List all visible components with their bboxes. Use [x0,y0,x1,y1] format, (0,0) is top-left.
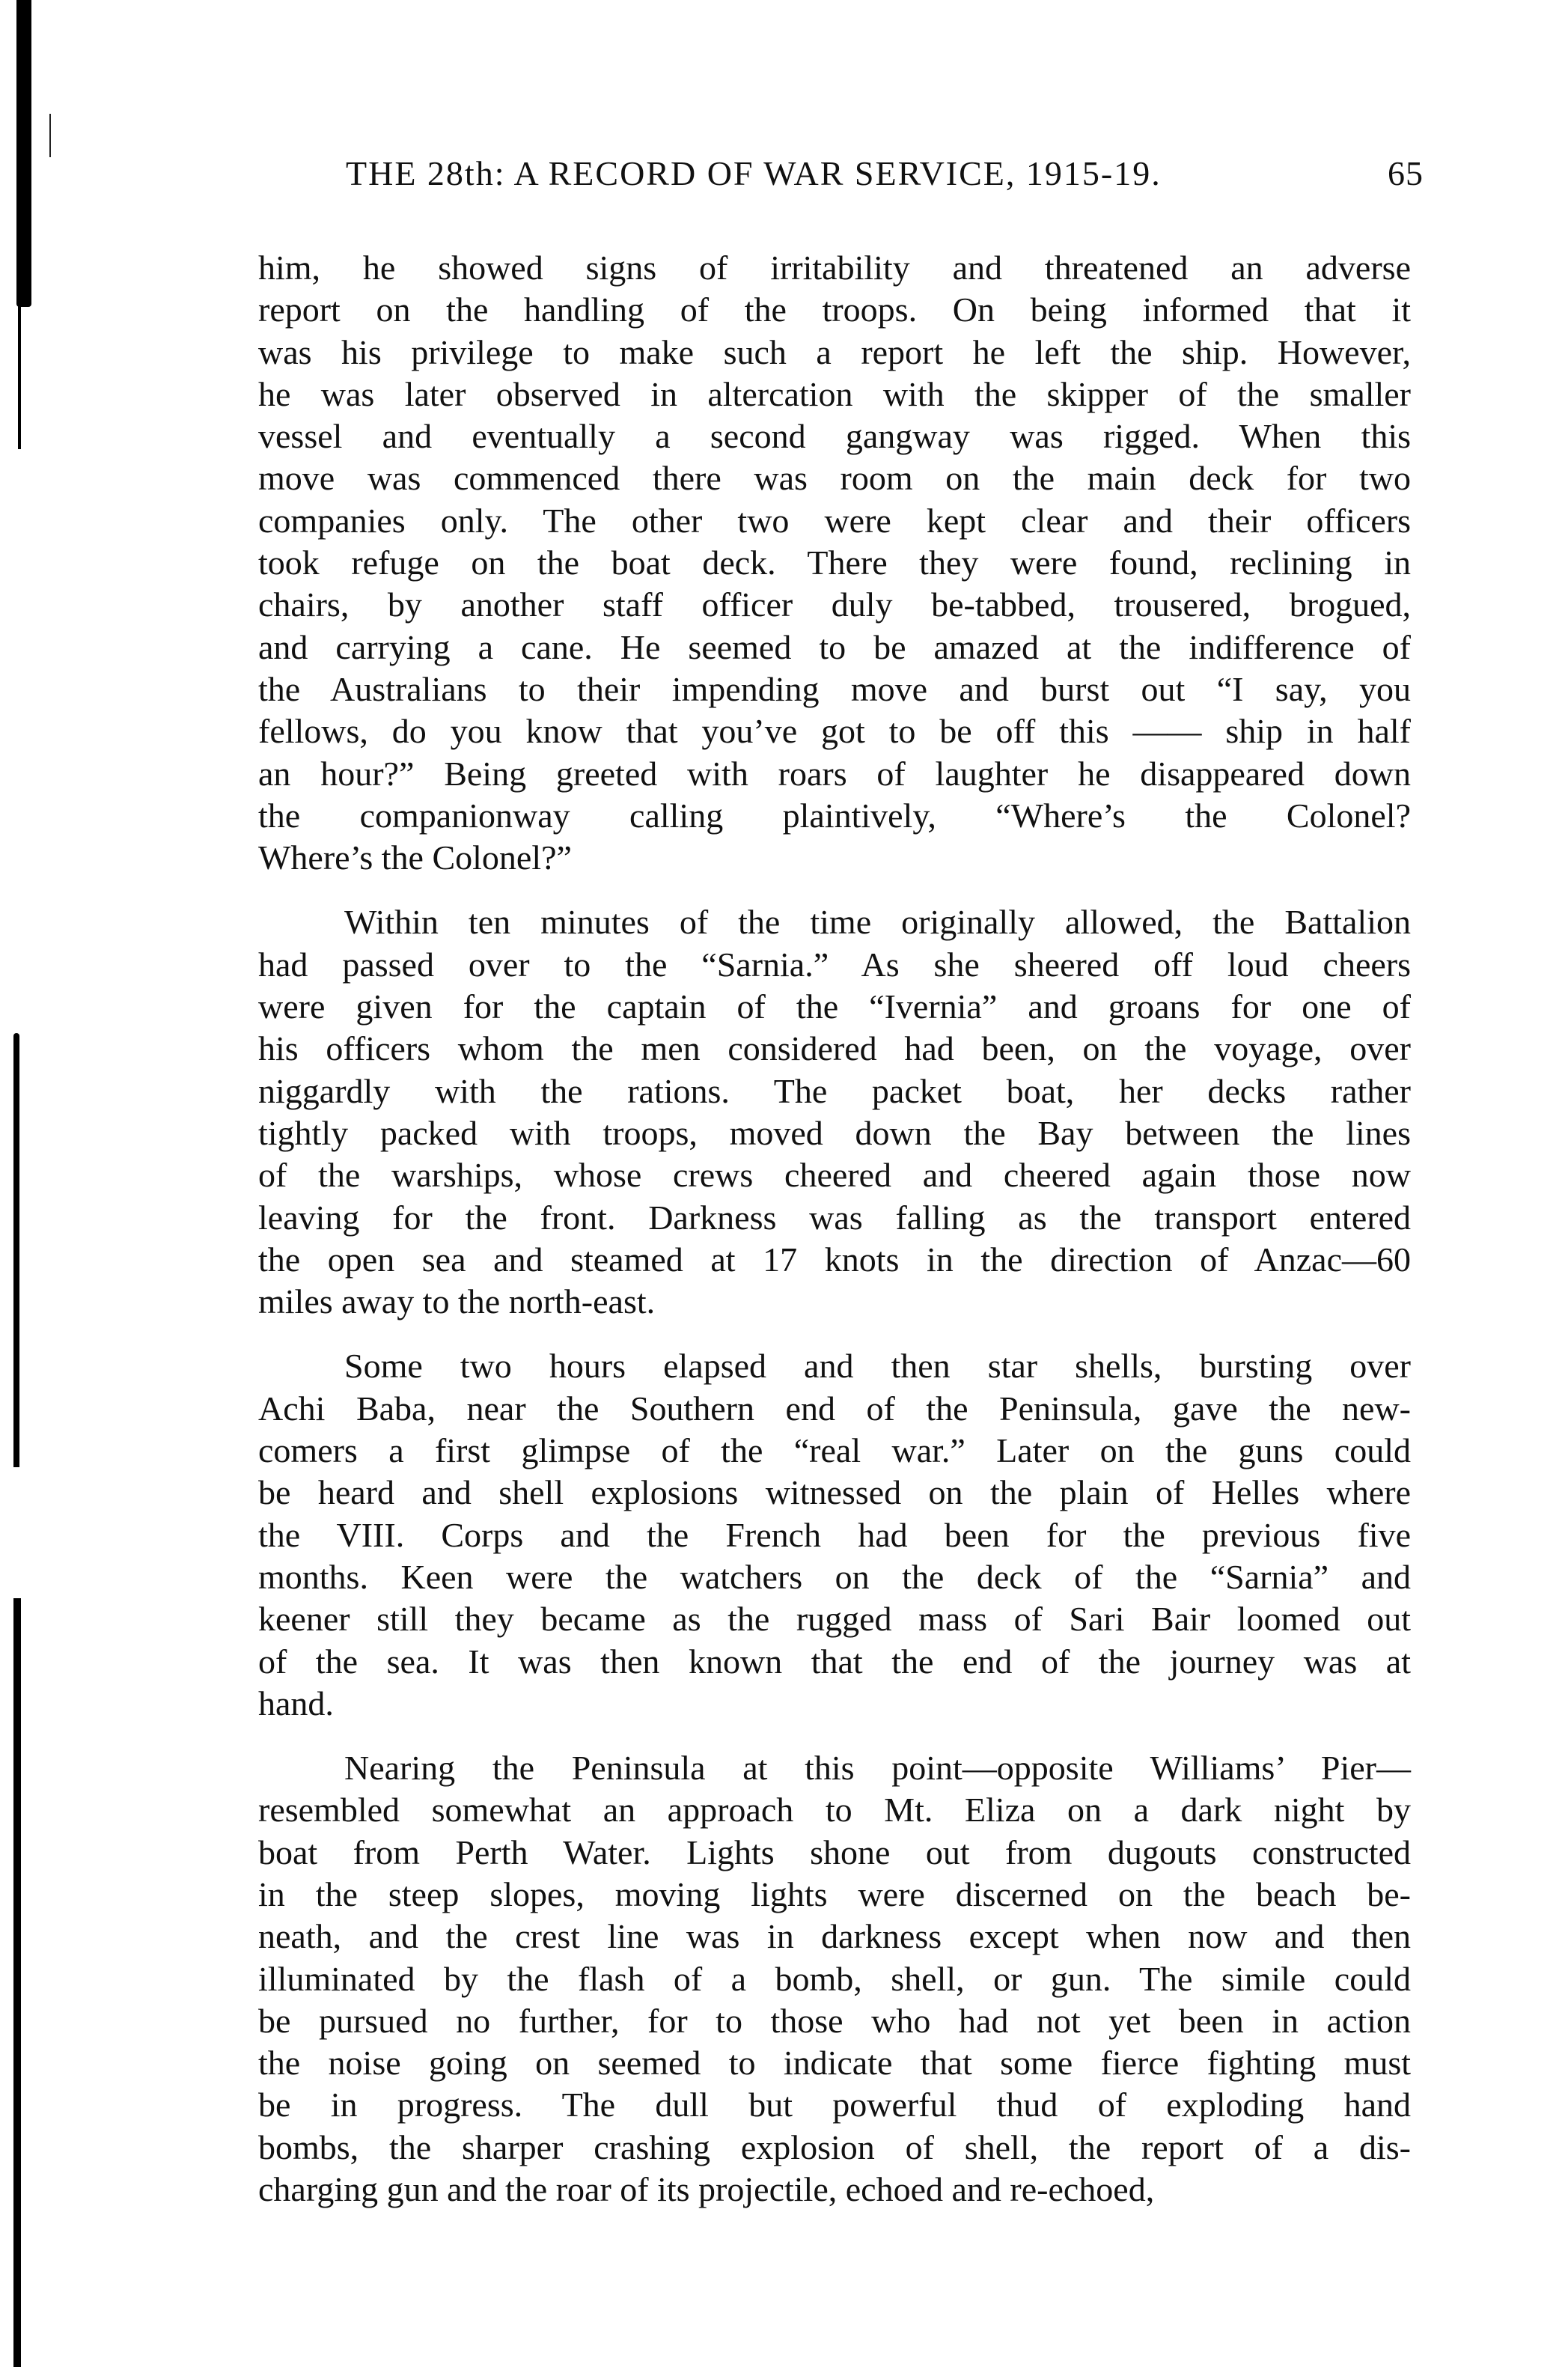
text-line: and carrying a cane. He seemed to be amazed at the indifference of [258,627,1411,666]
text-line: in the steep slopes, moving lights were discerned on the beach be- [258,1874,1411,1913]
text-line: tightly packed with troops, moved down the Bay between the lines [258,1113,1411,1152]
text-line: leaving for the front. Darkness was falling as the transport entered [258,1198,1411,1237]
scan-edge-shadow [13,1033,19,1467]
text-line: of the sea. It was then known that the end of the journey was at [258,1642,1411,1681]
text-line: of the warships, whose crews cheered and cheered again those now [258,1156,1411,1195]
text-line: was his privilege to make such a report he left the ship. However, [258,332,1411,371]
text-line: the open sea and steamed at 17 knots in the direction of Anzac—60 [258,1240,1411,1279]
text-line: Where’s the Colonel?” [258,838,572,877]
text-line: the Australians to their impending move and burst out “I say, you [258,669,1411,708]
scan-edge-shadow [18,299,21,449]
text-line: fellows, do you know that you’ve got to be off this —— ship in half [258,712,1411,751]
text-line: Achi Baba, near the Southern end of the Peninsula, gave the new- [258,1389,1411,1428]
text-line: neath, and the crest line was in darkness except when now and then [258,1917,1411,1956]
text-line: keener still they became as the rugged mass of Sari Bair loomed out [258,1600,1411,1639]
text-line: be pursued no further, for to those who had not yet been in action [258,2001,1411,2040]
paragraph [258,1345,1411,1725]
scan-edge-shadow [16,0,31,307]
text-line: he was later observed in altercation with the skipper of the smaller [258,374,1411,413]
text-line: illuminated by the flash of a bomb, shell, or gun. The simile could [258,1959,1411,1998]
page-number: 65 [1388,154,1424,192]
paragraph [258,901,1411,1323]
text-line: Within ten minutes of the time originally allowed, the Battalion [344,903,1411,942]
text-line: hand. [258,1684,334,1722]
text-line: vessel and eventually a second gangway was rigged. When this [258,417,1411,456]
text-line: comers a first glimpse of the “real war.” Later on the guns could [258,1431,1411,1470]
text-line: chairs, by another staff officer duly be-tabbed, trousered, brogued, [258,585,1411,624]
text-line: the VIII. Corps and the French had been for the previous five [258,1515,1411,1554]
text-line: were given for the captain of the “Ivernia” and groans for one of [258,987,1411,1026]
text-line: resembled somewhat an approach to Mt. Eliza on a dark night by [258,1791,1411,1830]
text-line: Some two hours elapsed and then star shells, bursting over [344,1347,1411,1386]
text-line: Nearing the Peninsula at this point—opposite Williams’ Pier— [344,1749,1411,1788]
body-text [258,247,1411,2211]
text-line: companies only. The other two were kept clear and their officers [258,501,1411,540]
text-line: had passed over to the “Sarnia.” As she sheered off loud cheers [258,945,1411,984]
text-line: the noise going on seemed to indicate that some fierce fighting must [258,2044,1411,2083]
text-line: his officers whom the men considered had been, on the voyage, over [258,1029,1411,1068]
text-line: took refuge on the boat deck. There they were found, reclining in [258,543,1411,582]
text-line: charging gun and the roar of its projectile, echoed and re-echoed, [258,2170,1155,2209]
text-line: bombs, the sharper crashing explosion of shell, the report of a dis- [258,2127,1411,2166]
text-line: months. Keen were the watchers on the deck of the “Sarnia” and [258,1557,1411,1596]
text-line: move was commenced there was room on the main deck for two [258,459,1411,498]
running-head-title: THE 28th: A RECORD OF WAR SERVICE, 1915-19. [346,154,1162,192]
text-line: him, he showed signs of irritability and threatened an adverse [258,249,1411,287]
scan-edge-shadow [13,1598,21,2367]
paragraph [258,1747,1411,2211]
text-line: niggardly with the rations. The packet boat, her decks rather [258,1071,1411,1110]
text-line: be in progress. The dull but powerful thud of exploding hand [258,2086,1411,2124]
text-line: report on the handling of the troops. On being informed that it [258,290,1411,329]
paragraph [258,247,1411,879]
text-line: boat from Perth Water. Lights shone out from dugouts constructed [258,1833,1411,1871]
text-line: be heard and shell explosions witnessed on the plain of Helles where [258,1473,1411,1512]
scan-edge-mark [49,114,51,157]
text-line: miles away to the north-east. [258,1282,656,1321]
running-head [346,153,1424,198]
text-line: an hour?” Being greeted with roars of laughter he disappeared down [258,754,1411,793]
text-line: the companionway calling plaintively, “Where’s the Colonel? [258,796,1411,835]
